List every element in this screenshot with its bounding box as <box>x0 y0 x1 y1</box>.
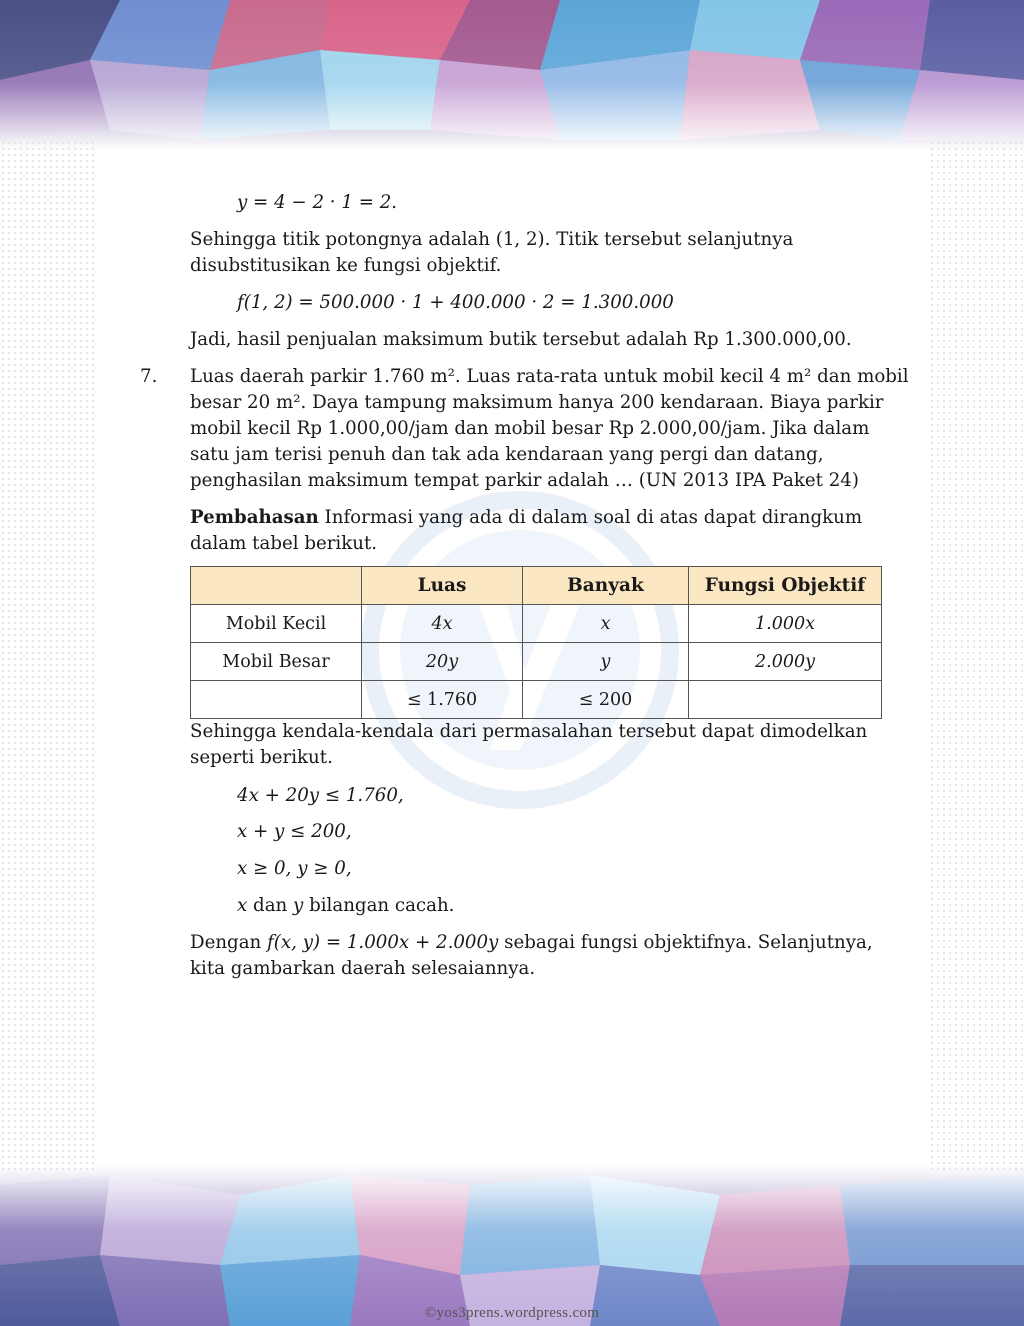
table-cell: ≤ 1.760 <box>362 681 523 719</box>
problem-text: penghasilan maksimum tempat parkir adalah … (UN 2013 IPA Paket 24) <box>190 470 859 491</box>
footer-credit: ©yos3prens.wordpress.com <box>424 1305 600 1321</box>
table-cell: 2.000y <box>689 643 882 681</box>
pembahasan-label: Pembahasan <box>190 507 319 528</box>
table-header-cell: Fungsi Objektif <box>689 567 882 605</box>
problem-text: satu jam terisi penuh dan tak ada kendaraan yang pergi dan datang, <box>190 444 824 465</box>
pembahasan-text: Informasi yang ada di dalam soal di atas dapat dirangkum <box>318 507 863 528</box>
text-line: dalam tabel berikut. <box>190 533 378 554</box>
equation-objective: f(1, 2) = 500.000 · 1 + 400.000 · 2 = 1.300.000 <box>237 292 674 313</box>
text-span: dan <box>247 895 294 916</box>
objective-function: f(x, y) = 1.000x + 2.000y <box>267 932 499 953</box>
constraint: x + y ≤ 200, <box>237 821 352 842</box>
table-header-row <box>191 567 882 605</box>
table-row <box>191 643 882 681</box>
variable: x <box>237 895 248 916</box>
table-header-cell: Luas <box>362 567 523 605</box>
table-cell: 1.000x <box>689 605 882 643</box>
table-cell: ≤ 200 <box>523 681 689 719</box>
constraint: 4x + 20y ≤ 1.760, <box>237 785 404 806</box>
table-cell: Mobil Besar <box>191 643 362 681</box>
text-span: Dengan <box>190 932 268 953</box>
table-row <box>191 605 882 643</box>
variable: y <box>293 895 304 916</box>
table-cell: x <box>523 605 689 643</box>
table-cell <box>191 681 362 719</box>
table-cell: 4x <box>362 605 523 643</box>
problem-number: 7. <box>140 366 158 387</box>
text-line: Sehingga kendala-kendala dari permasalahan tersebut dapat dimodelkan <box>190 721 868 742</box>
text-line: disubstitusikan ke fungsi objektif. <box>190 255 502 276</box>
text-line: kita gambarkan daerah selesaiannya. <box>190 958 536 979</box>
table-cell <box>689 681 882 719</box>
table-header-cell <box>191 567 362 605</box>
text-line: seperti berikut. <box>190 747 333 768</box>
constraint: x ≥ 0, y ≥ 0, <box>237 858 352 879</box>
pembahasan-line <box>190 505 862 531</box>
text-span: sebagai fungsi objektifnya. Selanjutnya, <box>498 932 873 953</box>
text-line: Sehingga titik potongnya adalah (1, 2). Titik tersebut selanjutnya <box>190 229 794 250</box>
text-line: Jadi, hasil penjualan maksimum butik tersebut adalah Rp 1.300.000,00. <box>190 329 852 350</box>
table-cell: Mobil Kecil <box>191 605 362 643</box>
constraint <box>237 893 454 919</box>
equation-y: y = 4 − 2 · 1 = 2. <box>237 192 398 213</box>
table-header-cell: Banyak <box>523 567 689 605</box>
data-table <box>190 566 882 719</box>
problem-text: mobil kecil Rp 1.000,00/jam dan mobil besar Rp 2.000,00/jam. Jika dalam <box>190 418 870 439</box>
problem-text: Luas daerah parkir 1.760 m². Luas rata-rata untuk mobil kecil 4 m² dan mobil <box>190 366 909 387</box>
text-line <box>190 930 873 956</box>
table-row <box>191 681 882 719</box>
problem-text: besar 20 m². Daya tampung maksimum hanya 200 kendaraan. Biaya parkir <box>190 392 884 413</box>
table-cell: y <box>523 643 689 681</box>
text-span: bilangan cacah. <box>303 895 455 916</box>
table-cell: 20y <box>362 643 523 681</box>
